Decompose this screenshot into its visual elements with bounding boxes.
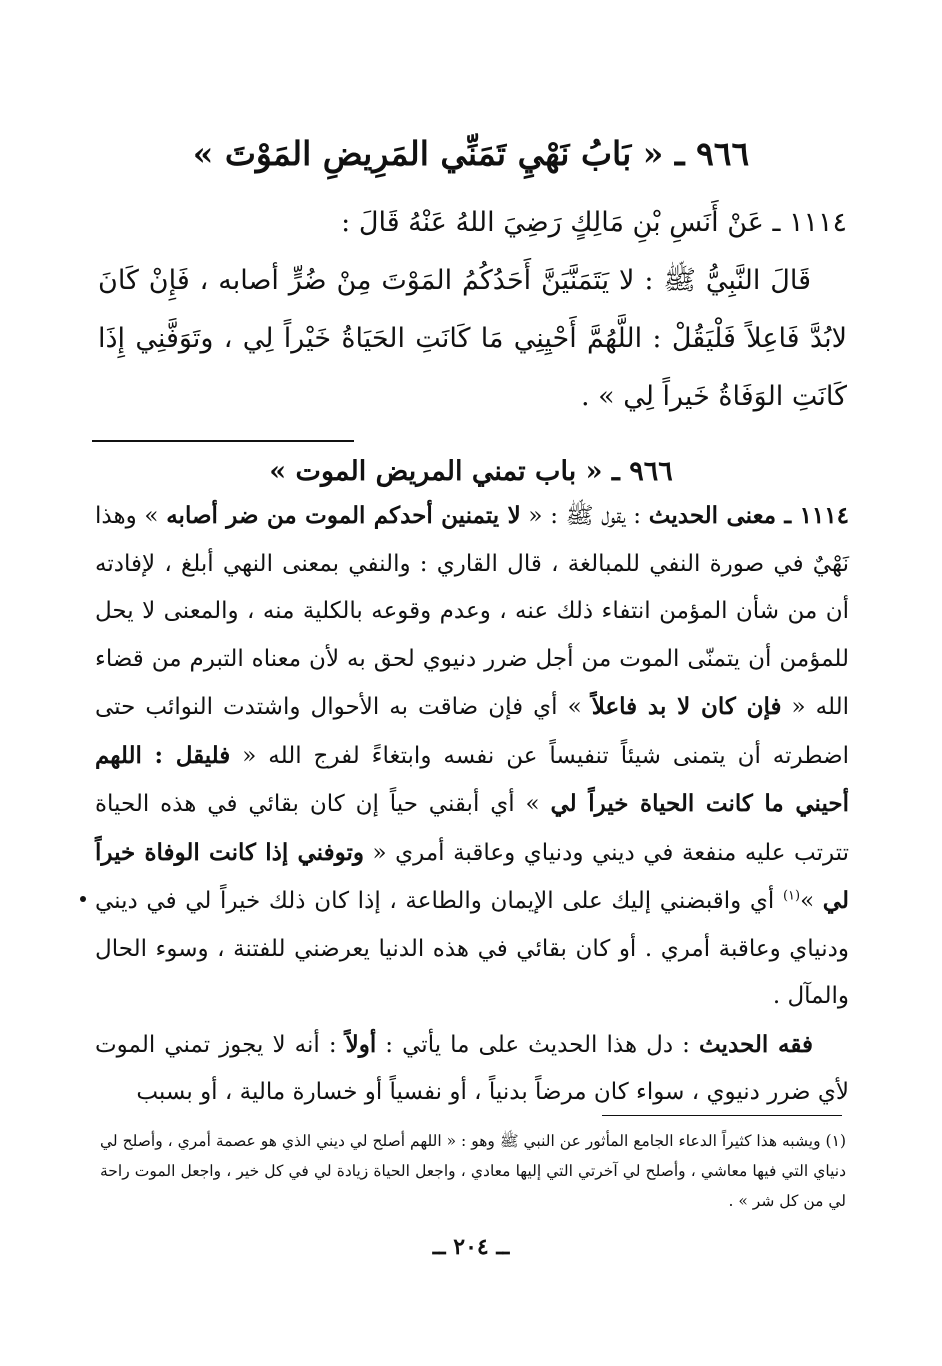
separator-rule <box>92 440 354 442</box>
hadith-narration-line <box>98 194 847 252</box>
commentary-section-heading <box>100 452 842 492</box>
commentary-segment: : أنه لا يجوز تمني الموت لأي ضرر دنيوي ، سواء كان مرضاً بدنياً ، أو نفسياً أو خسارة مالية ، أو بسبب <box>95 1031 849 1105</box>
hadith-text-block <box>98 194 847 426</box>
commentary-paragraph-fiqh <box>95 1021 849 1117</box>
hadith-dash: ـ <box>772 207 781 238</box>
commentary-segment: : دل هذا الحديث على ما يأتي : <box>376 1031 699 1058</box>
chapter-heading <box>100 130 842 178</box>
commentary-paragraph-meaning <box>95 492 849 1021</box>
section-dash: ـ <box>611 456 620 487</box>
page-number: ــ ٢٠٤ ــ <box>432 1234 510 1260</box>
commentary-segment: أولاً <box>345 1030 377 1058</box>
hadith-number: ١١١٤ <box>788 207 847 238</box>
footnote: (١) ويشبه هذا كثيراً الدعاء الجامع المأثور عن النبي ﷺ وهو : « اللهم أصلح لي ديني الذي هو عصمة أمري ، وأصلح لي دنياي التي فيها معاشي ، وأصلح لي آخرتي التي إليها معادي ، واجعل الحياة زيادة لي في كل خير ، واجعل الموت راحة لي من كل شر » . <box>100 1132 846 1210</box>
commentary-segment: » أي فإن ضاقت به الأحوال واشتدت النوائب حتى اضطرته أن يتمنى شيئاً تنفيساً عن نفسه وابتغاءً لفرج الله « <box>95 694 849 769</box>
commentary-segment: ١١١٤ ـ معنى الحديث <box>648 502 849 529</box>
commentary-segment: » <box>800 888 823 914</box>
hadith-body: قَالَ النَّبِيُّ ﷺ : لا يَتَمَنَّيَنَّ أَحَدُكُمُ المَوْتَ مِنْ ضُرٍّ أصابه ، فَإِنْ كَانَ لابُدَّ فَاعِلاً فَلْيَقُلْ : اللَّهُمَّ أَحْيِنِي مَا كَانَتِ الحَيَاةُ خَيْراً لِي ، وتَوَفَّنِي إِذَا كَانَتِ الوَفَاةُ خَيراً لِي » . <box>98 265 847 412</box>
commentary-segment: لا يتمنين أحدكم الموت من ضر أصابه <box>166 502 521 529</box>
chapter-title: « بَابُ نَهْيِ تَمَنِّي المَرِيضِ المَوْتَ » <box>192 134 664 173</box>
commentary-segment: فليقل : اللهم أحيني ما كانت الحياة خيراً لي <box>95 741 849 817</box>
section-title: « باب تمني المريض الموت » <box>269 456 603 487</box>
chapter-dash: ـ <box>674 134 685 173</box>
commentary-segment: فقه الحديث <box>698 1030 813 1058</box>
commentary-segment: » وهذا نَهْيٌ في صورة النفي للمبالغة ، قال القاري : والنفي بمعنى النهي أبلغ ، لإفادته أن من شأن المؤمن انتفاء ذلك عنه ، وعدم وقوعه بالكلية منه ، والمعنى لا يحل للمؤمن أن يتمنّى الموت من أجل ضرر دنيوي لحق به لأن معناه التبرم من قضاء الله « <box>95 503 849 720</box>
margin-mark <box>80 896 86 902</box>
footnote-reference[interactable]: (١) <box>782 888 801 904</box>
commentary-block <box>95 492 849 1117</box>
commentary-segment: فإن كان لا بد فاعلاً <box>591 693 782 720</box>
commentary-segment: : يقول ﷺ : « <box>520 503 649 529</box>
hadith-narration: عَنْ أَنَسِ بْنِ مَالِكٍ رَضِيَ اللهُ عَنْهُ قَالَ : <box>341 207 764 238</box>
chapter-number: ٩٦٦ <box>696 134 750 173</box>
commentary-segment: أي واقبضني إليك على الإيمان والطاعة ، إذا كان ذلك خيراً لي في ديني ودنياي وعاقبة أمري . أو كان بقائي في هذه الدنيا يعرضني للفتنة ، وسوء الحال والمآل . <box>95 888 849 1009</box>
footnote-separator <box>602 1115 842 1116</box>
commentary-segment: » أي أبقني حياً إن كان بقائي في هذه الحياة تترتب عليه منفعة في ديني ودنياي وعاقبة أمري « <box>95 791 849 866</box>
commentary-segment: وتوفني إذا كانت الوفاة خيراً لي <box>95 838 849 914</box>
section-number: ٩٦٦ <box>629 456 673 487</box>
